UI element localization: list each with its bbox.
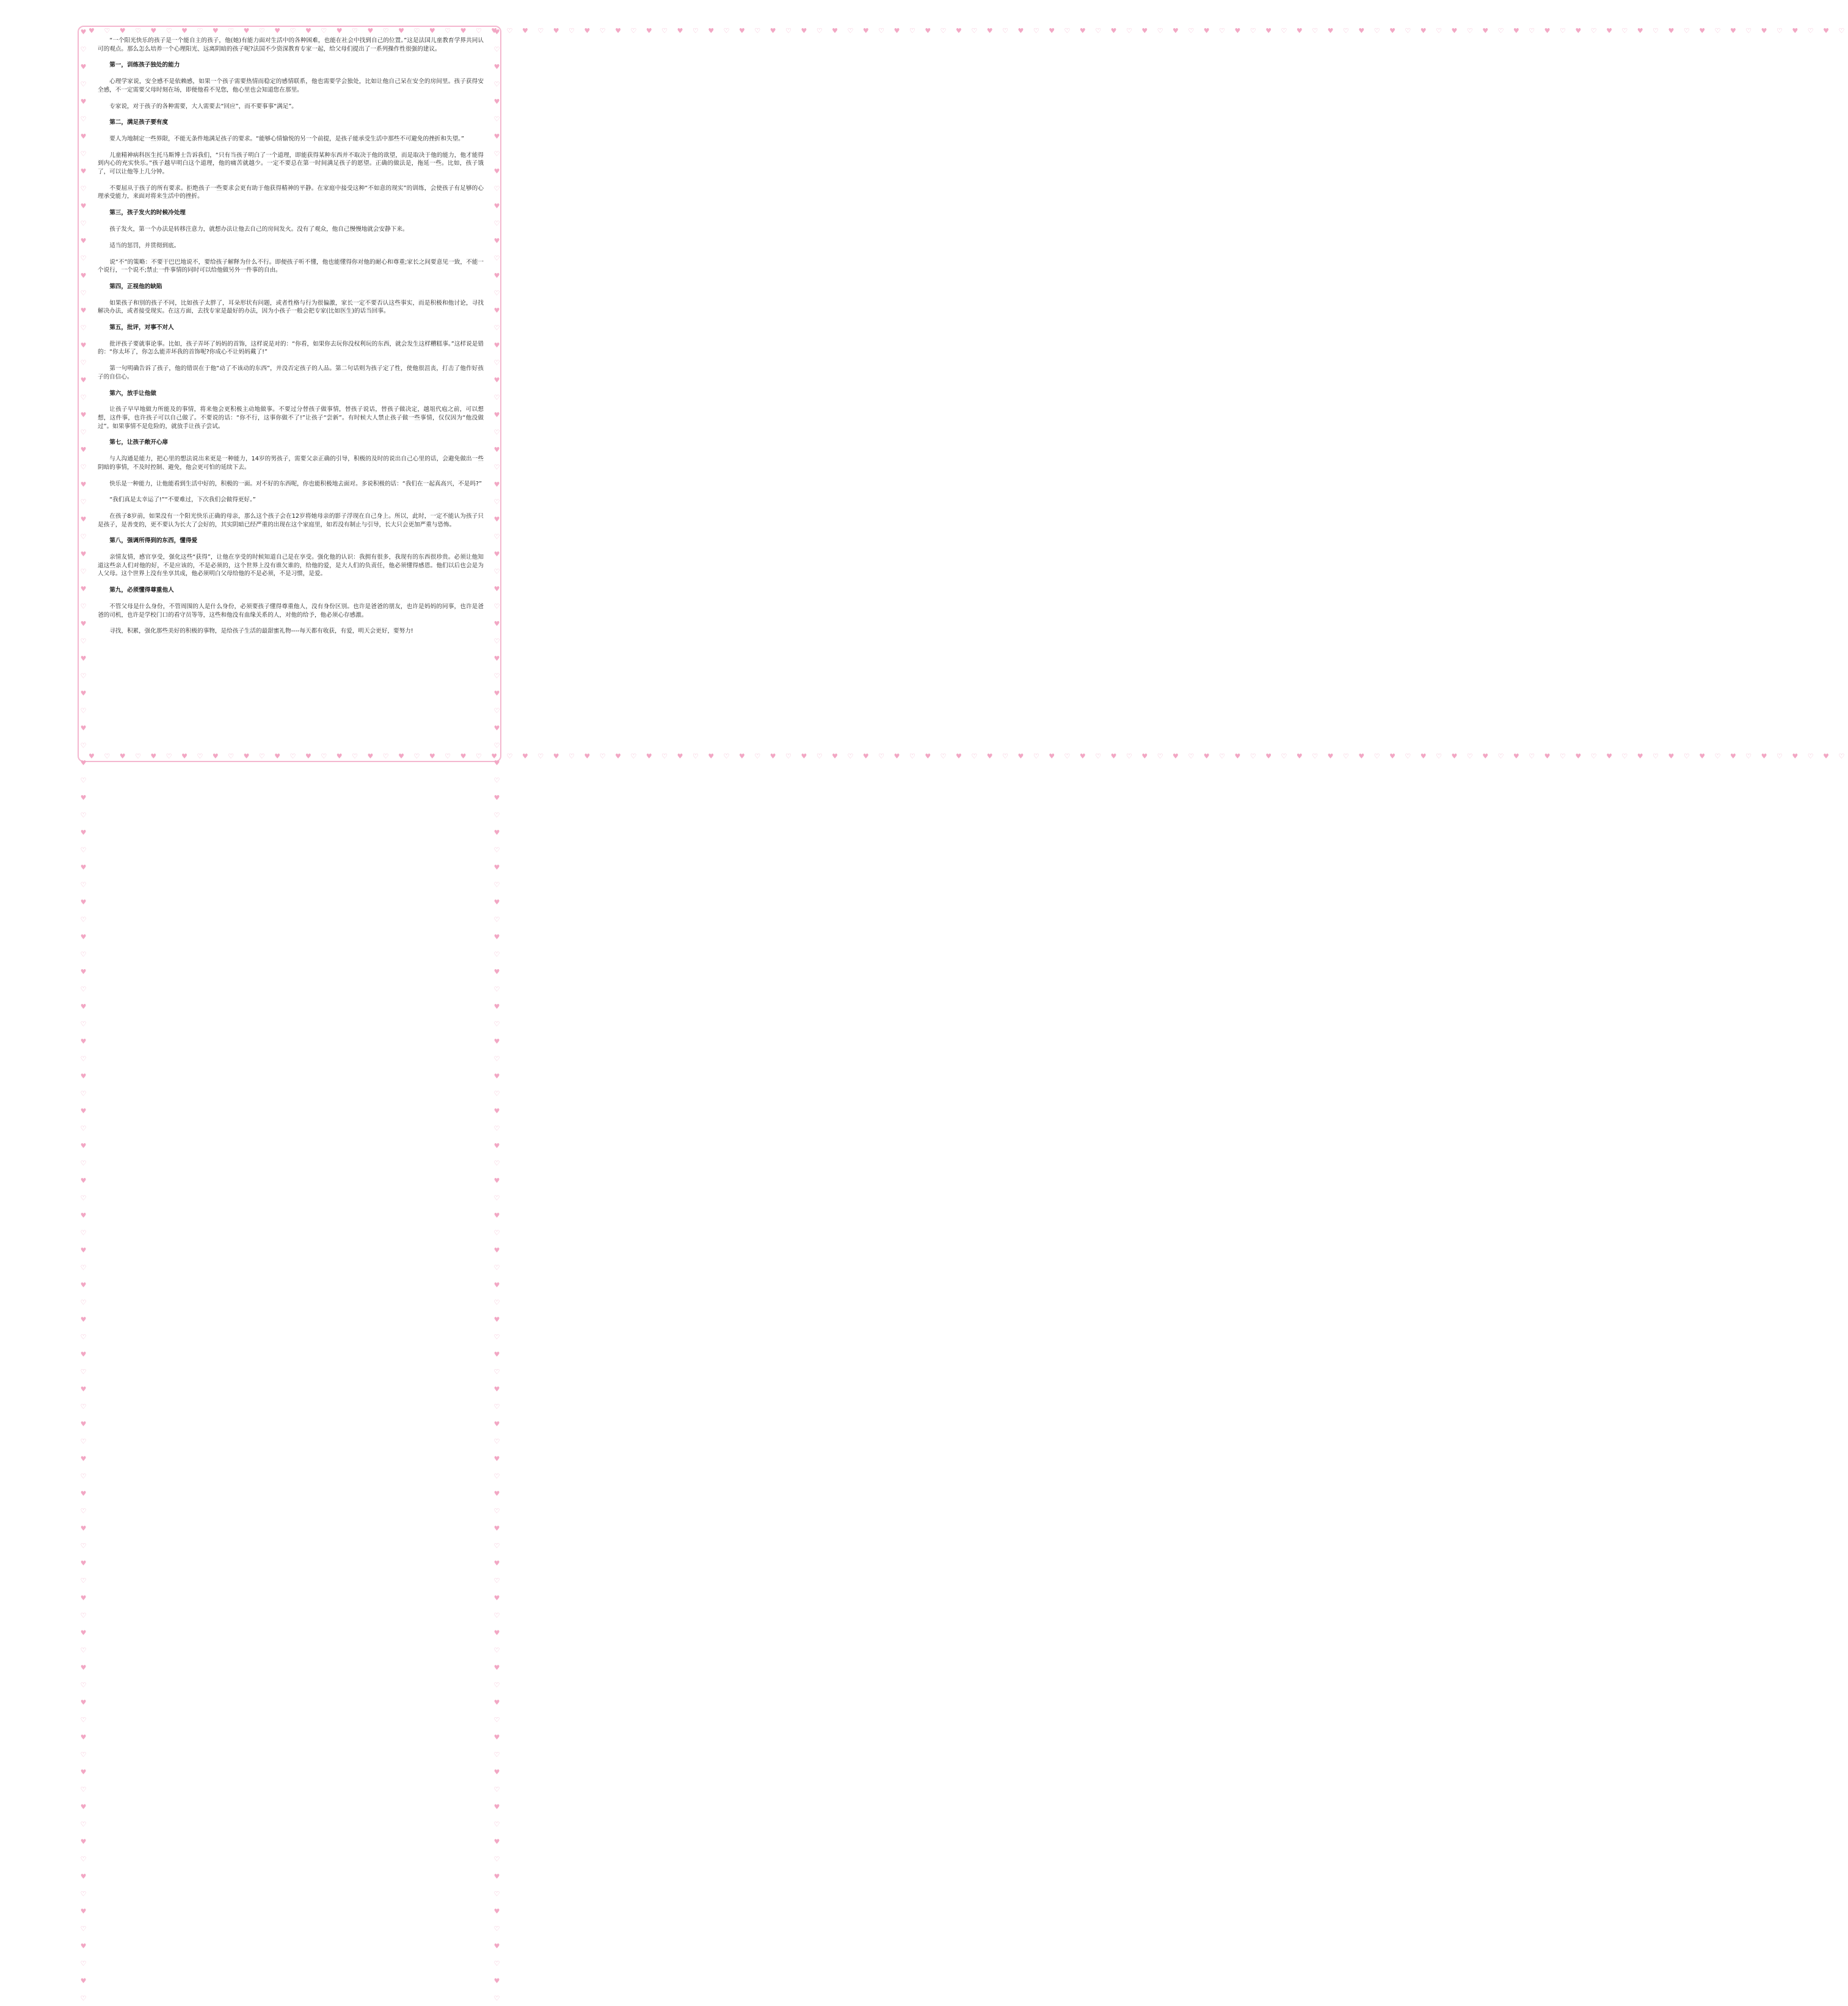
body-paragraph: 孩子发火，第一个办法是转移注意力，就想办法让他去自己的房间发火。没有了观众，他自己慢慢地就会安静下来。 (109, 226, 409, 233)
body-paragraph: 让孩子早早地做力所能及的事情，将来他会更积极主动地做事。不要过分替孩子做事情，替孩子说话，替孩子做决定，越俎代庖之前，可以想想，这件事，也许孩子可以自己做了。不要说的话：“你不行，这事你做不了!”让孩子“尝新”。有时候大人禁止孩子做一些事情，仅仅因为“他没做过”。如果事情不是危险的，就放手让孩子尝试。 (98, 406, 484, 430)
section-heading: 第二，满足孩子要有度 (109, 119, 169, 126)
body-paragraph: 说“不”的策略：不要干巴巴地说不，要给孩子解释为什么不行。即便孩子听不懂，他也能懂得你对他的耐心和尊重;家长之间要意见一致，不能一个说行，一个说不;禁止一件事情的同时可以给他做另外一件事的自由。 (98, 258, 484, 274)
body-paragraph: 要人为地制定一些界限，不能无条件地满足孩子的要求。“能够心情愉悦的另一个前提，是孩子能承受生活中那些不可避免的挫折和失望。” (109, 136, 464, 143)
section-heading: 第九，必须懂得尊重他人 (109, 587, 174, 594)
section-heading: 第五，批评，对事不对人 (109, 324, 174, 332)
body-paragraph: “我们真是太幸运了!”“不要难过，下次我们会做得更好。” (109, 496, 256, 504)
body-paragraph: “一个阳光快乐的孩子是一个能自主的孩子，他(她)有能力面对生活中的各种困难，也能在社会中找到自己的位置。”这是法国儿童教育学界共同认可的观点。那么怎么培养一个心理阳光、远离阴暗的孩子呢?法国不少资深教育专家一起，给父母们提出了一系列操作性很强的建议。 (98, 37, 484, 53)
body-paragraph: 快乐是一种能力，让他能看到生活中好的，积极的一面。对不好的东西呢，你也能积极地去面对。多说积极的话：“我们在一起真高兴，不是吗?” (109, 480, 482, 487)
body-paragraph: 专家说，对于孩子的各种需要，大人需要去“回应”，而不要事事“满足”。 (109, 103, 297, 110)
body-paragraph: 与人沟通是能力，把心里的想法说出来更是一种能力，14岁的男孩子，需要父亲正确的引导，积极的及时的说出自己心里的话，会避免做出一些阴暗的事情，不及时控制、避免，他会更可怕的延续下去。 (98, 456, 484, 471)
heart-border-bottom: ♥ ♡ ♥ ♡ ♥ ♡ ♥ ♡ ♥ ♡ ♥ ♡ ♥ ♡ ♥ ♡ ♥ ♡ ♥ ♡ ♥ ♡ ♥ ♡ ♥ ♡ ♥ ♡ ♥ ♡ ♥ ♡ ♥ ♡ ♥ ♡ ♥ ♡ ♥ ♡ ♥ ♡ ♥ ♡ ♥ ♡ ♥ ♡ ♥ ♡ ♥ ♡ ♥ ♡ ♥ ♡ ♥ ♡ ♥ ♡ ♥ ♡ ♥ ♡ ♥ ♡ ♥ ♡ ♥ ♡ ♥ ♡ ♥ ♡ ♥ ♡ ♥ ♡ ♥ ♡ ♥ ♡ ♥ ♡ ♥ ♡ ♥ ♡ ♥ ♡ ♥ ♡ ♥ ♡ ♥ ♡ ♥ ♡ ♥ ♡ ♥ ♡ ♥ ♡ ♥ ♡ ♥ ♡ ♥ ♡ ♥ ♡ ♥ ♡ (89, 752, 1848, 760)
body-paragraph: 适当的惩罚，并贯彻到底。 (109, 242, 180, 249)
body-paragraph: 不要屈从于孩子的所有要求。拒绝孩子一些要求会更有助于他获得精神的平静。在家庭中接受这种“不如意的现实”的训练，会使孩子有足够的心理承受能力，来面对将来生活中的挫折。 (98, 184, 484, 200)
section-heading: 第三，孩子发火的时候冷处理 (109, 209, 186, 217)
body-paragraph: 心理学家说，安全感不是依赖感，如果一个孩子需要热情而稳定的感情联系，他也需要学会独处，比如让他自己呆在安全的房间里。孩子获得安全感，不一定需要父母时刻在场，即便他看不见您，他心里也会知道您在那里。 (98, 78, 484, 93)
heart-border-right: ♥ ♡ ♥ ♡ ♥ ♡ ♥ ♡ ♥ ♡ ♥ ♡ ♥ ♡ ♥ ♡ ♥ ♡ ♥ ♡ ♥ ♡ ♥ ♡ ♥ ♡ ♥ ♡ ♥ ♡ ♥ ♡ ♥ ♡ ♥ ♡ ♥ ♡ ♥ ♡ ♥ ♡ ♥ ♡ ♥ ♡ ♥ ♡ ♥ ♡ ♥ ♡ ♥ ♡ ♥ ♡ ♥ ♡ ♥ ♡ ♥ ♡ ♥ ♡ ♥ ♡ ♥ ♡ ♥ ♡ ♥ ♡ ♥ ♡ ♥ ♡ ♥ ♡ ♥ ♡ ♥ ♡ ♥ ♡ ♥ ♡ ♥ ♡ ♥ ♡ ♥ ♡ ♥ ♡ ♥ ♡ ♥ ♡ ♥ ♡ ♥ ♡ ♥ ♡ ♥ ♡ ♥ ♡ ♥ ♡ ♥ ♡ ♥ ♡ (493, 28, 501, 2006)
body-paragraph: 第一句明确告诉了孩子，他的错误在于他“动了不该动的东西”，并没否定孩子的人品。第二句话则为孩子定了性，使他很沮丧，打击了他作好孩子的自信心。 (98, 365, 484, 380)
body-paragraph: 寻找，积累，强化那些美好的积极的事物，是给孩子生活的最甜蜜礼物----每天都有收获，有爱，明天会更好，要努力! (109, 628, 413, 635)
body-paragraph: 在孩子8岁前，如果没有一个阳光快乐正确的母亲，那么这个孩子会在12岁将她母亲的影子浮现在自己身上。所以，此时，一定不能认为孩子只是孩子，是善变的，更不要认为长大了会好的，其实阴暗已经严重的出现在这个家庭里，如若没有制止与引导，长大只会更加严重与恐怖。 (98, 513, 484, 528)
article-body (98, 37, 484, 754)
body-paragraph: 如果孩子和别的孩子不同，比如孩子太胖了，耳朵形状有问题，或者性格与行为很偏激，家长一定不要否认这些事实，而是积极和他讨论，寻找解决办法，或者接受现实。在这方面，去找专家是最好的办法，因为小孩子一般会把专家(比如医生)的话当回事。 (98, 299, 484, 315)
body-paragraph: 不管父母是什么身份，不管周围的人是什么身份，必须要孩子懂得尊重他人，没有身份区别。也许是爸爸的朋友，也许是妈妈的同事，也许是爸爸的司机，也许是学校门口的看守员等等，这些和他没有血缘关系的人，对他的给予，他必须心存感激。 (98, 603, 484, 619)
section-heading: 第七，让孩子敞开心扉 (109, 439, 169, 446)
section-heading: 第八，强调所得到的东西，懂得爱 (109, 537, 198, 545)
section-heading: 第六，放手让他做 (109, 390, 156, 397)
body-paragraph: 批评孩子要就事论事。比如，孩子弄坏了妈妈的首饰，这样说是对的：“你看，如果你去玩你没权利玩的东西，就会发生这样糟糕事。”这样说是错的：“你太坏了，你怎么能弄坏我的首饰呢?你成心不让妈妈戴了!” (98, 340, 484, 356)
body-paragraph: 儿童精神病科医生托马斯博士告诉我们，“只有当孩子明白了一个道理，即能获得某种东西并不取决于他的欲望，而是取决于他的能力，他才能得到内心的充实快乐。”孩子越早明白这个道理，他的痛苦就越少。一定不要总在第一时间满足孩子的愿望。正确的做法是，拖延一些。比如，孩子饿了，可以让他等上几分钟。 (98, 151, 484, 176)
heart-border-top: ♥ ♡ ♥ ♡ ♥ ♡ ♥ ♡ ♥ ♡ ♥ ♡ ♥ ♡ ♥ ♡ ♥ ♡ ♥ ♡ ♥ ♡ ♥ ♡ ♥ ♡ ♥ ♡ ♥ ♡ ♥ ♡ ♥ ♡ ♥ ♡ ♥ ♡ ♥ ♡ ♥ ♡ ♥ ♡ ♥ ♡ ♥ ♡ ♥ ♡ ♥ ♡ ♥ ♡ ♥ ♡ ♥ ♡ ♥ ♡ ♥ ♡ ♥ ♡ ♥ ♡ ♥ ♡ ♥ ♡ ♥ ♡ ♥ ♡ ♥ ♡ ♥ ♡ ♥ ♡ ♥ ♡ ♥ ♡ ♥ ♡ ♥ ♡ ♥ ♡ ♥ ♡ ♥ ♡ ♥ ♡ ♥ ♡ ♥ ♡ ♥ ♡ ♥ ♡ ♥ ♡ ♥ ♡ ♥ ♡ ♥ ♡ ♥ ♡ (89, 27, 1848, 35)
heart-border-left: ♥ ♡ ♥ ♡ ♥ ♡ ♥ ♡ ♥ ♡ ♥ ♡ ♥ ♡ ♥ ♡ ♥ ♡ ♥ ♡ ♥ ♡ ♥ ♡ ♥ ♡ ♥ ♡ ♥ ♡ ♥ ♡ ♥ ♡ ♥ ♡ ♥ ♡ ♥ ♡ ♥ ♡ ♥ ♡ ♥ ♡ ♥ ♡ ♥ ♡ ♥ ♡ ♥ ♡ ♥ ♡ ♥ ♡ ♥ ♡ ♥ ♡ ♥ ♡ ♥ ♡ ♥ ♡ ♥ ♡ ♥ ♡ ♥ ♡ ♥ ♡ ♥ ♡ ♥ ♡ ♥ ♡ ♥ ♡ ♥ ♡ ♥ ♡ ♥ ♡ ♥ ♡ ♥ ♡ ♥ ♡ ♥ ♡ ♥ ♡ ♥ ♡ ♥ ♡ ♥ ♡ ♥ ♡ ♥ ♡ ♥ ♡ ♥ ♡ (79, 28, 87, 2006)
section-heading: 第四，正视他的缺陷 (109, 283, 162, 290)
section-heading: 第一，训练孩子独处的能力 (109, 62, 180, 69)
body-paragraph: 亲情友情，感官享受，强化这些“获得”，让他在享受的时候知道自己是在享受。强化他的认识：我拥有很多，我现有的东西很珍贵。必须让他知道这些亲人们对他的好，不是应该的，不是必须的，这个世界上没有谁欠谁的，给他的爱，是大人们的负责任，他必须懂得感恩。他们以后也会是为人父母。这个世界上没有坐享其成，他必须明白父母给他的不是必须，不是习惯，是爱。 (98, 554, 484, 578)
